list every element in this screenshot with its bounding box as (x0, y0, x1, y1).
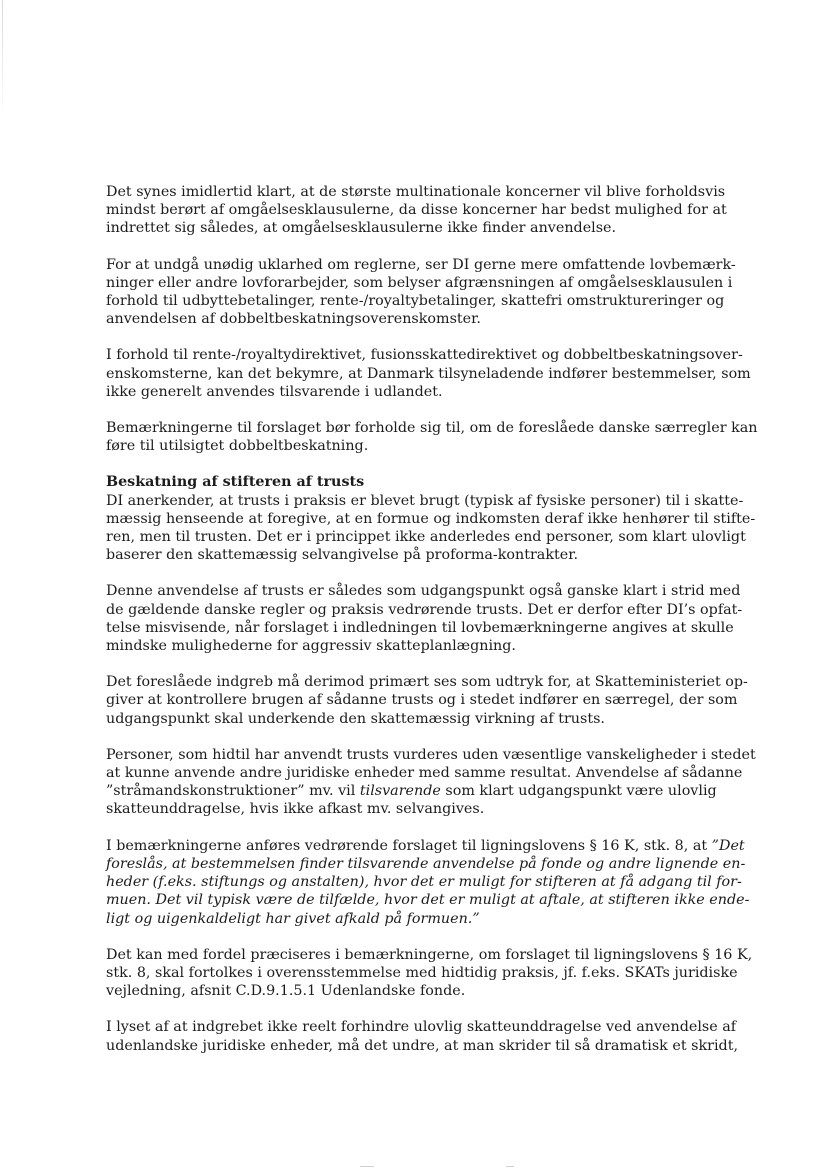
footer-scan-mark (360, 1166, 374, 1167)
paragraph-directives (106, 346, 751, 401)
paragraph-quote (106, 837, 750, 928)
text-line: de gældende danske regler og praksis vedrørende trusts. Det er derfor efter DI’s opfat- (106, 601, 743, 618)
paragraph-trusts-intro (106, 473, 756, 564)
text-line: vejledning, afsnit C.D.9.1.5.1 Udenlandske fonde. (106, 983, 466, 1000)
text-line: forhold til udbyttebetalinger, rente-/royaltybetalinger, skattefri omstruktureringer og (106, 293, 725, 310)
text-line (106, 782, 717, 800)
text-line: Det synes imidlertid klart, at de største multinationale koncerner vil blive forholdsvis (106, 184, 726, 200)
footer-scan-mark (506, 1166, 514, 1167)
text-line: mindske mulighederne for aggressiv skatteplanlægning. (106, 638, 516, 655)
paragraph-intervention (106, 673, 748, 728)
text-line: indrettet sig således, at omgåelsesklausulerne ikke finder anvendelse. (106, 220, 617, 237)
text-line: udenlandske juridiske enheder, må det undre, at man skrider til så dramatisk et skridt, (106, 1037, 738, 1054)
text-segment: som klart udgangspunkt være ulovlig (440, 783, 717, 800)
paragraph-clarification (106, 946, 753, 1001)
quoted-text-line: foreslås, at bestemmelsen finder tilsvarende anvendelse på fonde og andre lignende en- (106, 855, 746, 872)
text-line: enskomsterne, kan det bekymre, at Danmark tilsyneladende indfører bestemmelser, som (106, 365, 751, 382)
text-line: skatteunddragelse, hvis ikke afkast mv. selvangives. (106, 801, 485, 818)
text-line: ikke generelt anvendes tilsvarende i udlandet. (106, 383, 443, 400)
paragraph-conclusion (106, 1018, 738, 1054)
text-line: ninger eller andre lovforarbejder, som belyser afgrænsningen af omgåelsesklausulen i (106, 274, 733, 291)
text-line: telse misvisende, når forslaget i indledningen til lovbemærkningerne angives at skulle (106, 619, 734, 636)
quoted-text-line: heder (f.eks. stiftungs og anstalten), hvor det er muligt for stifteren at få adgang til for- (106, 874, 742, 891)
text-line: føre til utilsigtet dobbeltbeskatning. (106, 438, 369, 455)
text-segment: ”stråmandskonstruktioner” mv. vil (106, 783, 360, 800)
text-segment: I bemærkningerne anføres vedrørende forslaget til ligningslovens § 16 K, stk. 8, at (106, 837, 712, 854)
text-line: baserer den skattemæssig selvangivelse på proforma-kontrakter. (106, 547, 578, 564)
text-line: Det foreslåede indgreb må derimod primært ses som udtryk for, at Skatteministeriet op- (106, 674, 748, 691)
text-line: For at undgå unødig uklarhed om reglerne, ser DI gerne mere omfattende lovbemærk- (106, 256, 736, 273)
section-heading: Beskatning af stifteren af trusts (106, 474, 365, 491)
emphasis-text: tilsvarende (359, 783, 441, 800)
paragraph-clarity (106, 256, 736, 329)
text-line: udgangspunkt skal underkende den skattemæssig virkning af trusts. (106, 710, 605, 727)
text-line: at kunne anvende andre juridiske enheder med samme resultat. Anvendelse af sådanne (106, 765, 743, 782)
quoted-text-line: muen. Det vil typisk være de tilfælde, hvor det er muligt at aftale, at stifteren ikke ende- (106, 892, 750, 909)
document-body (106, 183, 758, 1055)
paragraph-double-taxation (106, 419, 758, 455)
text-line: stk. 8, skal fortolkes i overensstemmelse med hidtidig praksis, jf. f.eks. SKATs juridiske (106, 964, 738, 981)
text-line: ren, men til trusten. Det er i princippet ikke anderledes end personer, som klart ulovligt (106, 529, 746, 546)
text-line (106, 837, 745, 855)
text-line: Personer, som hidtil har anvendt trusts vurderes uden væsentlige vanskeligheder i stedet (106, 746, 756, 763)
text-line: Bemærkningerne til forslaget bør forholde sig til, om de foreslåede danske særregler kan (106, 420, 758, 437)
scan-edge-mark (2, 0, 3, 120)
quoted-text: ”Det (711, 837, 745, 854)
paragraph-multinational (106, 183, 727, 238)
text-line: Det kan med fordel præciseres i bemærkningerne, om forslaget til ligningslovens § 16 K, (106, 946, 753, 963)
text-line: mæssig henseende at foregive, at en formue og indkomsten deraf ikke henhører til stifte- (106, 510, 756, 527)
text-line: I forhold til rente-/royaltydirektivet, fusionsskattedirektivet og dobbeltbeskatningsover- (106, 347, 743, 364)
text-line: I lyset af at indgrebet ikke reelt forhindre ulovlig skatteunddragelse ved anvendelse af (106, 1019, 737, 1036)
text-line: Denne anvendelse af trusts er således som udgangspunkt også ganske klart i strid med (106, 583, 741, 600)
text-line: anvendelsen af dobbeltbeskatningsoverenskomster. (106, 311, 481, 328)
quoted-text-line: ligt og uigenkaldeligt har givet afkald på formuen.” (106, 910, 480, 927)
text-line: giver at kontrollere brugen af sådanne trusts og i stedet indfører en særregel, der som (106, 692, 738, 709)
paragraph-trusts-practice (106, 582, 743, 655)
text-line: mindst berørt af omgåelsesklausulerne, da disse koncerner har bedst mulighed for at (106, 202, 727, 219)
text-line: DI anerkender, at trusts i praksis er blevet brugt (typisk af fysiske personer) til i skatte- (106, 492, 744, 509)
paragraph-persons (106, 746, 756, 819)
